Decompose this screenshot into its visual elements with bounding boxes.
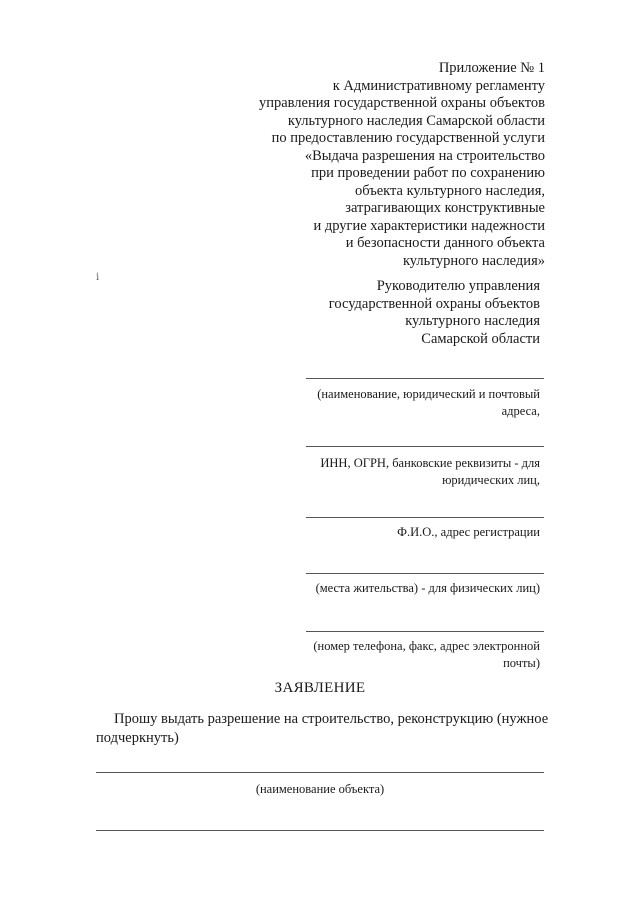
field-caption-residence (316, 580, 540, 597)
caption-line: ИНН, ОГРН, банковские реквизиты - для (320, 456, 540, 470)
appendix-line: затрагивающих конструктивные (345, 200, 545, 216)
appendix-line: по предоставлению государственной услуги (271, 130, 545, 146)
appendix-line: объекта культурного наследия, (354, 182, 545, 199)
request-line: Прошу выдать разрешение на строительство, реконструкцию (нужное (114, 711, 549, 727)
field-line-residence[interactable] (306, 573, 544, 574)
appendix-line: и другие характеристики надежности (313, 217, 545, 234)
field-line-object-name[interactable] (96, 772, 544, 773)
caption-line: адреса, (501, 404, 540, 418)
request-line: подчеркнуть) (96, 730, 179, 746)
caption-line: (номер телефона, факс, адрес электронной (313, 639, 540, 653)
field-line-name-address[interactable] (306, 378, 544, 379)
addressee-block (329, 278, 540, 348)
caption-line: почты) (503, 656, 540, 670)
caption-line: (наименование, юридический и почтовый (317, 387, 540, 401)
field-caption-name-address (317, 386, 540, 420)
addressee-line: государственной охраны объектов (328, 295, 540, 312)
caption-line: юридических лиц, (442, 473, 540, 487)
field-line-inn[interactable] (306, 446, 544, 447)
addressee-line: Руководителю управления (376, 278, 540, 294)
appendix-header (259, 60, 545, 270)
appendix-line: при проведении работ по сохранению (311, 165, 545, 181)
appendix-line: «Выдача разрешения на строительство (304, 147, 545, 164)
appendix-line: культурного наследия Самарской области (287, 112, 545, 129)
appendix-line: и безопасности данного объекта (345, 235, 545, 251)
stray-mark: ⅰ (96, 272, 100, 283)
caption-line: (места жительства) - для физических лиц) (315, 581, 540, 595)
field-caption-contacts (313, 638, 540, 672)
request-text (96, 710, 549, 748)
field-line-continuation[interactable] (96, 830, 544, 831)
addressee-line: Самарской области (421, 330, 540, 347)
field-line-contacts[interactable] (306, 631, 544, 632)
field-caption-fio (397, 524, 540, 541)
field-line-fio[interactable] (306, 517, 544, 518)
appendix-line: Приложение № 1 (438, 60, 545, 76)
addressee-line: культурного наследия (405, 313, 540, 329)
document-title: ЗАЯВЛЕНИЕ (274, 680, 366, 696)
caption-line: Ф.И.О., адрес регистрации (397, 525, 540, 539)
appendix-line: культурного наследия» (402, 252, 545, 269)
field-caption-inn (320, 455, 540, 489)
object-name-caption: (наименование объекта) (255, 782, 385, 796)
appendix-line: к Административному регламенту (332, 77, 545, 94)
appendix-line: управления государственной охраны объектов (258, 95, 545, 111)
